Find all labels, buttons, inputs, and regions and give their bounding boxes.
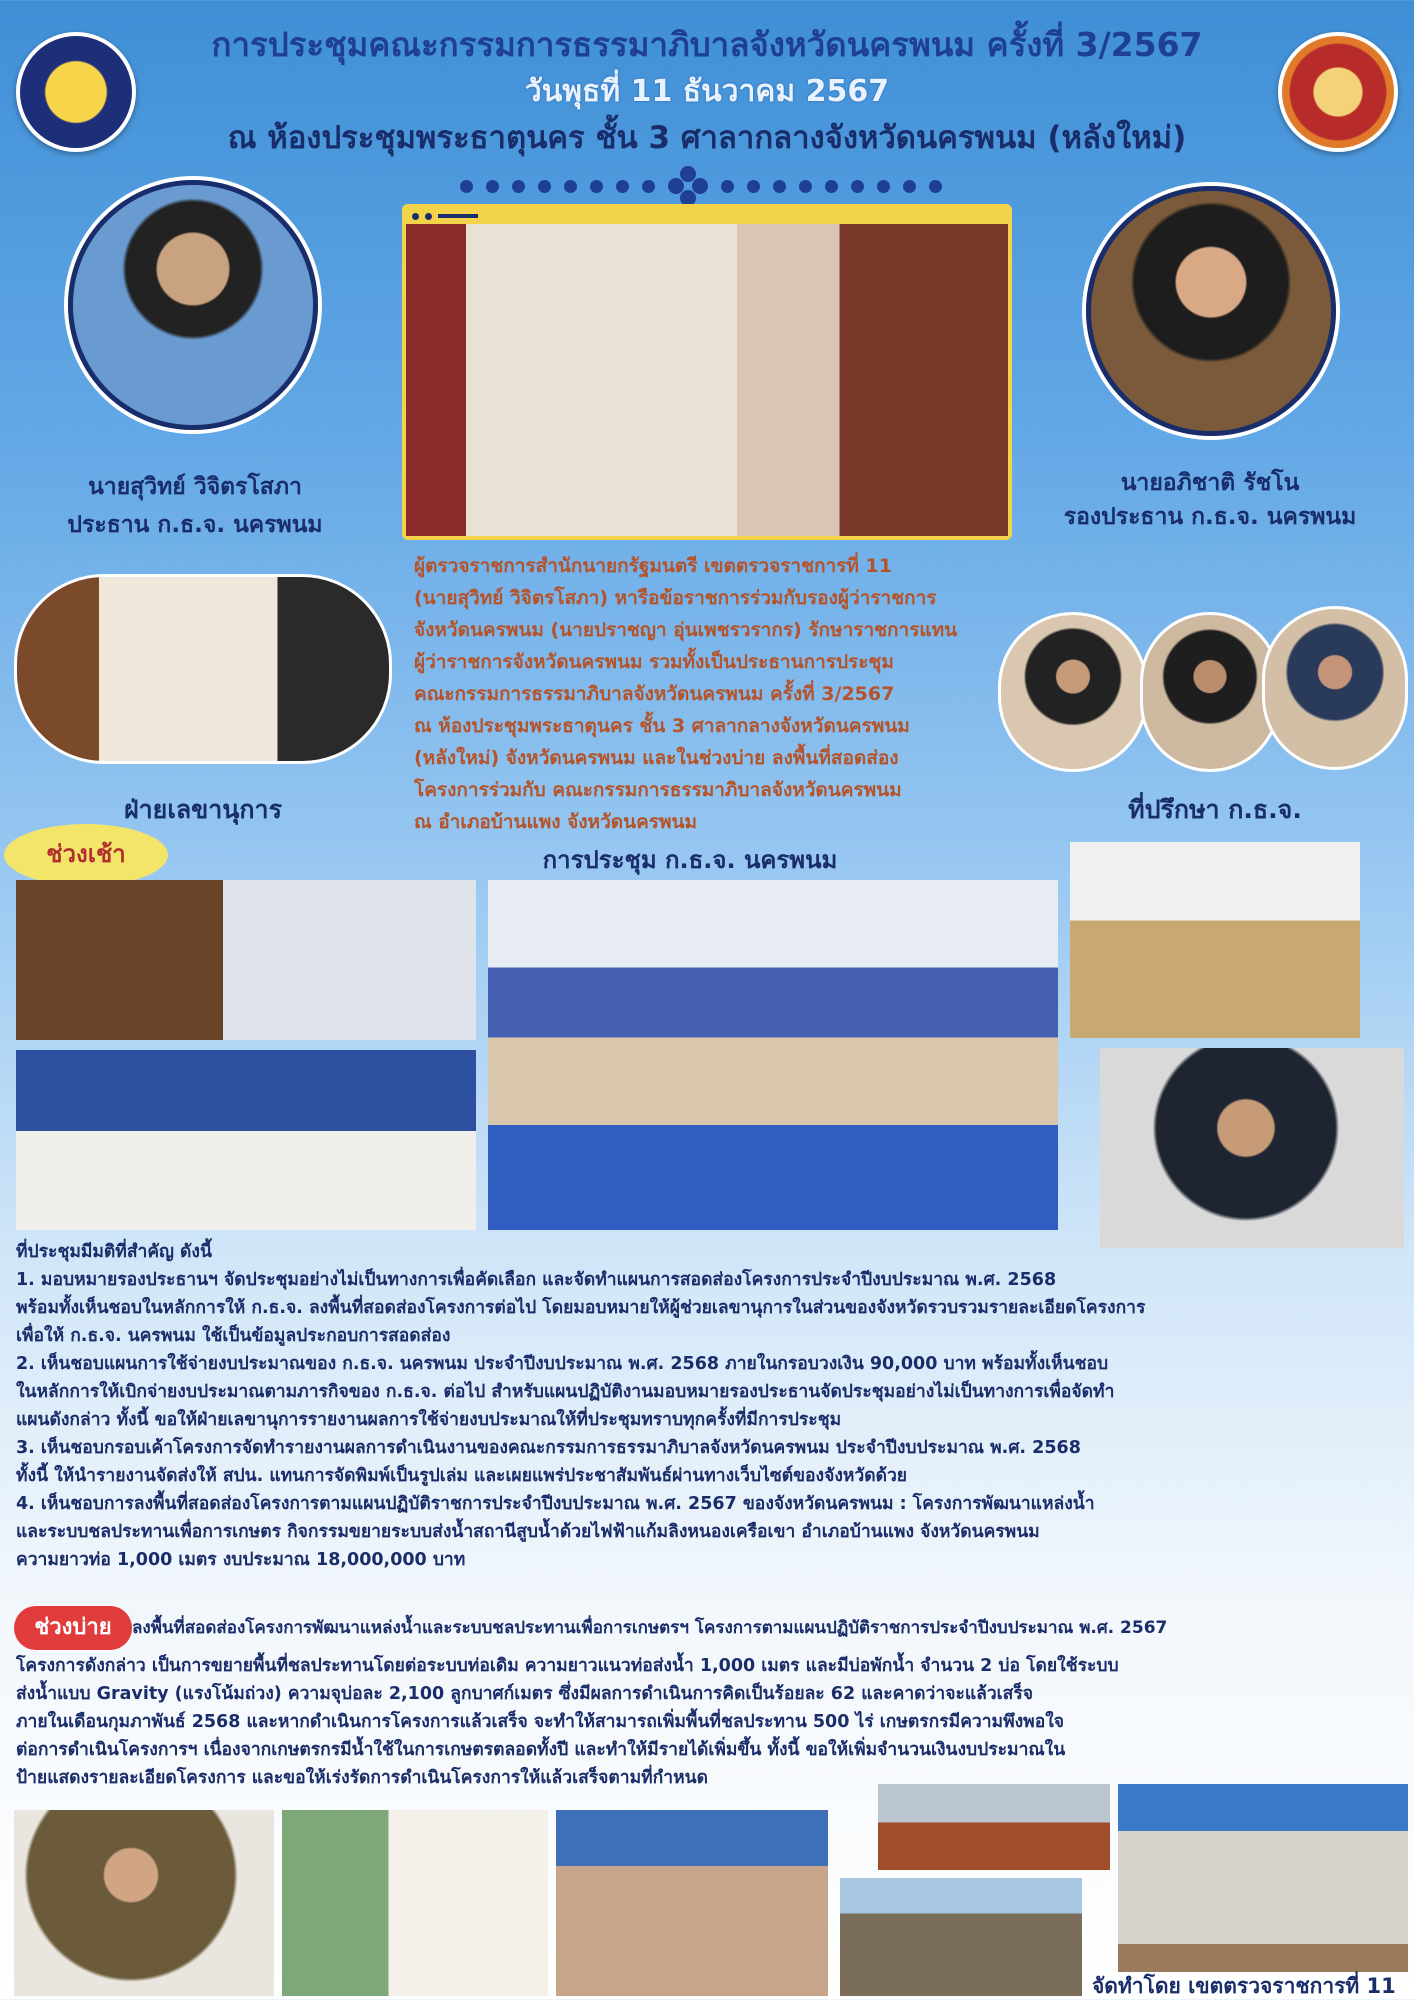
resolution-line: และระบบชลประทานเพื่อการเกษตร กิจกรรมขยายระบบส่งน้ำสถานีสูบน้ำด้วยไฟฟ้าแก้มลิงหนองเครือเขา อำเภอบ้านแพง จังหวัดนครพนม (16, 1522, 1040, 1542)
main-photo-frame (402, 204, 1012, 540)
summary-line: จังหวัดนครพนม (นายปราชญา อุ่นเพชรวรากร) รักษาราชการแทน (414, 619, 958, 641)
field-photo-2 (282, 1810, 548, 1996)
resolution-line: 3. เห็นชอบกรอบเค้าโครงการจัดทำรายงานผลการดำเนินงานของคณะกรรมการธรรมาภิบาลจังหวัดนครพนม ประจำปีงบประมาณ พ.ศ. 2568 (16, 1438, 1081, 1458)
afternoon-badge: ช่วงบ่าย (14, 1606, 132, 1650)
advisor-photo-3 (1262, 606, 1408, 770)
resolution-line: พร้อมทั้งเห็นชอบในหลักการให้ ก.ธ.จ. ลงพื้นที่สอดส่องโครงการต่อไป โดยมอบหมายให้ผู้ช่วยเลขานุการในส่วนของจังหวัดรวบรวมรายละเอียดโครงการ (16, 1298, 1146, 1318)
summary-text (414, 550, 1004, 838)
secretariat-label: ฝ่ายเลขานุการ (123, 795, 283, 824)
summary-line: โครงการร่วมกับ คณะกรรมการธรรมาภิบาลจังหวัดนครพนม (414, 779, 902, 801)
canal-photo (840, 1878, 1082, 1996)
morning-photo-2 (16, 1050, 476, 1230)
resolution-line: เพื่อให้ ก.ธ.จ. นครพนม ใช้เป็นข้อมูลประกอบการสอดส่อง (16, 1326, 451, 1346)
summary-line: ณ ห้องประชุมพระธาตุนคร ชั้น 3 ศาลากลางจังหวัดนครพนม (414, 715, 910, 737)
resolution-line: ในหลักการให้เบิกจ่ายงบประมาณตามภารกิจของ ก.ธ.จ. ต่อไป สำหรับแผนปฏิบัติงานมอบหมายรองประธานจัดประชุมอย่างไม่เป็นทางการเพื่อจัดทำ (16, 1382, 1115, 1402)
summary-line: (นายสุวิทย์ วิจิตรโสภา) หารือข้อราชการร่วมกับรองผู้ว่าราชการ (414, 587, 937, 609)
summary-line: ผู้ตรวจราชการสำนักนายกรัฐมนตรี เขตตรวจราชการที่ 11 (414, 555, 892, 577)
vice-chair-portrait (1086, 186, 1336, 436)
vice-chair-name: นายอภิชาติ รัชโน (1120, 470, 1300, 496)
resolution-line: 2. เห็นชอบแผนการใช้จ่ายงบประมาณของ ก.ธ.จ. นครพนม ประจำปีงบประมาณ พ.ศ. 2568 ภายในกรอบวงเงิน 90,000 บาท พร้อมทั้งเห็นชอบ (16, 1354, 1109, 1374)
meeting-caption: การประชุม ก.ธ.จ. นครพนม (542, 846, 838, 874)
morning-photo-3 (1070, 842, 1360, 1038)
secretariat-photo (14, 574, 392, 764)
page-title: การประชุมคณะกรรมการธรรมาภิบาลจังหวัดนครพนม ครั้งที่ 3/2567 (211, 25, 1203, 64)
meeting-venue: ณ ห้องประชุมพระธาตุนคร ชั้น 3 ศาลากลางจังหวัดนครพนม (หลังใหม่) (227, 120, 1187, 156)
field-photo-3 (556, 1810, 828, 1996)
flower-ornament-icon (668, 166, 708, 206)
resolutions-section (16, 1238, 1400, 1574)
resolution-line: 1. มอบหมายรองประธานฯ จัดประชุมอย่างไม่เป็นทางการเพื่อคัดเลือก และจัดทำแผนการสอดส่องโครงการประจำปีงบประมาณ พ.ศ. 2568 (16, 1270, 1057, 1290)
afternoon-line: ต่อการดำเนินโครงการฯ เนื่องจากเกษตรกรมีน้ำใช้ในการเกษตรตลอดทั้งปี และทำให้มีรายได้เพิ่มขึ้น ทั้งนี้ ขอให้เพิ่มจำนวนเงินงบประมาณใน (16, 1740, 1066, 1760)
resolution-line: 4. เห็นชอบการลงพื้นที่สอดส่องโครงการตามแผนปฏิบัติราชการประจำปีงบประมาณ พ.ศ. 2567 ของจังหวัดนครพนม : โครงการพัฒนาแหล่งน้ำ (16, 1494, 1095, 1514)
main-photo (406, 224, 1008, 536)
chair-portrait (68, 180, 318, 430)
pipe-photo (878, 1784, 1110, 1870)
afternoon-line: ส่งน้ำแบบ Gravity (แรงโน้มถ่วง) ความจุบ่อละ 2,100 ลูกบาศก์เมตร ซึ่งมีผลการดำเนินการคิดเป็นร้อยละ 62 และคาดว่าจะแล้วเสร็จ (16, 1684, 1033, 1704)
summary-line: ณ อำเภอบ้านแพง จังหวัดนครพนม (414, 811, 698, 833)
afternoon-line: ภายในเดือนกุมภาพันธ์ 2568 และหากดำเนินการโครงการแล้วเสร็จ จะทำให้สามารถเพิ่มพื้นที่ชลประทาน 500 ไร่ เกษตรกรมีความพึงพอใจ (16, 1712, 1065, 1732)
field-photo-1 (14, 1810, 274, 1996)
morning-photo-4 (1100, 1048, 1404, 1248)
meeting-date: วันพุธที่ 11 ธันวาคม 2567 (524, 74, 890, 109)
afternoon-line: โครงการดังกล่าว เป็นการขยายพื้นที่ชลประทานโดยต่อระบบท่อเดิม ความยาวแนวท่อส่งน้ำ 1,000 เมตร และมีบ่อพักน้ำ จำนวน 2 บ่อ โดยใช้ระบบ (16, 1656, 1119, 1676)
morning-badge: ช่วงเช้า (4, 824, 168, 886)
meeting-room-photo (488, 880, 1058, 1230)
advisor-photo-2 (1140, 612, 1280, 772)
advisor-photo-1 (998, 612, 1148, 772)
concrete-wall-photo (1118, 1784, 1408, 1972)
summary-line: ผู้ว่าราชการจังหวัดนครพนม รวมทั้งเป็นประธานการประชุม (414, 651, 894, 673)
decorative-divider (460, 166, 942, 206)
resolution-line: แผนดังกล่าว ทั้งนี้ ขอให้ฝ่ายเลขานุการรายงานผลการใช้จ่ายงบประมาณให้ที่ประชุมทราบทุกครั้งที่มีการประชุม (16, 1410, 842, 1430)
advisors-label: ที่ปรึกษา ก.ธ.จ. (1128, 795, 1302, 824)
chair-name: นายสุวิทย์ วิจิตรโสภา (88, 474, 302, 500)
footer-credit: จัดทำโดย เขตตรวจราชการที่ 11 (1092, 1974, 1396, 1998)
chair-role: ประธาน ก.ธ.จ. นครพนม (67, 512, 323, 538)
afternoon-section (16, 1652, 1400, 1792)
morning-photo-1 (16, 880, 476, 1040)
resolutions-heading: ที่ประชุมมีมติที่สำคัญ ดังนี้ (16, 1242, 212, 1262)
summary-line: (หลังใหม่) จังหวัดนครพนม และในช่วงบ่าย ลงพื้นที่สอดส่อง (414, 747, 899, 769)
resolution-line: ทั้งนี้ ให้นำรายงานจัดส่งให้ สปน. แทนการจัดพิมพ์เป็นรูปเล่ม และเผยแพร่ประชาสัมพันธ์ผ่านทางเว็บไซต์ของจังหวัดด้วย (16, 1466, 908, 1486)
resolution-line: ความยาวท่อ 1,000 เมตร งบประมาณ 18,000,000 บาท (16, 1550, 466, 1570)
vice-chair-role: รองประธาน ก.ธ.จ. นครพนม (1063, 504, 1357, 530)
afternoon-headline: ลงพื้นที่สอดส่องโครงการพัฒนาแหล่งน้ำและระบบชลประทานเพื่อการเกษตรฯ โครงการตามแผนปฏิบัติราชการประจำปีงบประมาณ พ.ศ. 2567 (132, 1618, 1168, 1638)
summary-line: คณะกรรมการธรรมาภิบาลจังหวัดนครพนม ครั้งที่ 3/2567 (414, 683, 895, 705)
afternoon-line: ป้ายแสดงรายละเอียดโครงการ และขอให้เร่งรัดการดำเนินโครงการให้แล้วเสร็จตามที่กำหนด (16, 1768, 708, 1788)
